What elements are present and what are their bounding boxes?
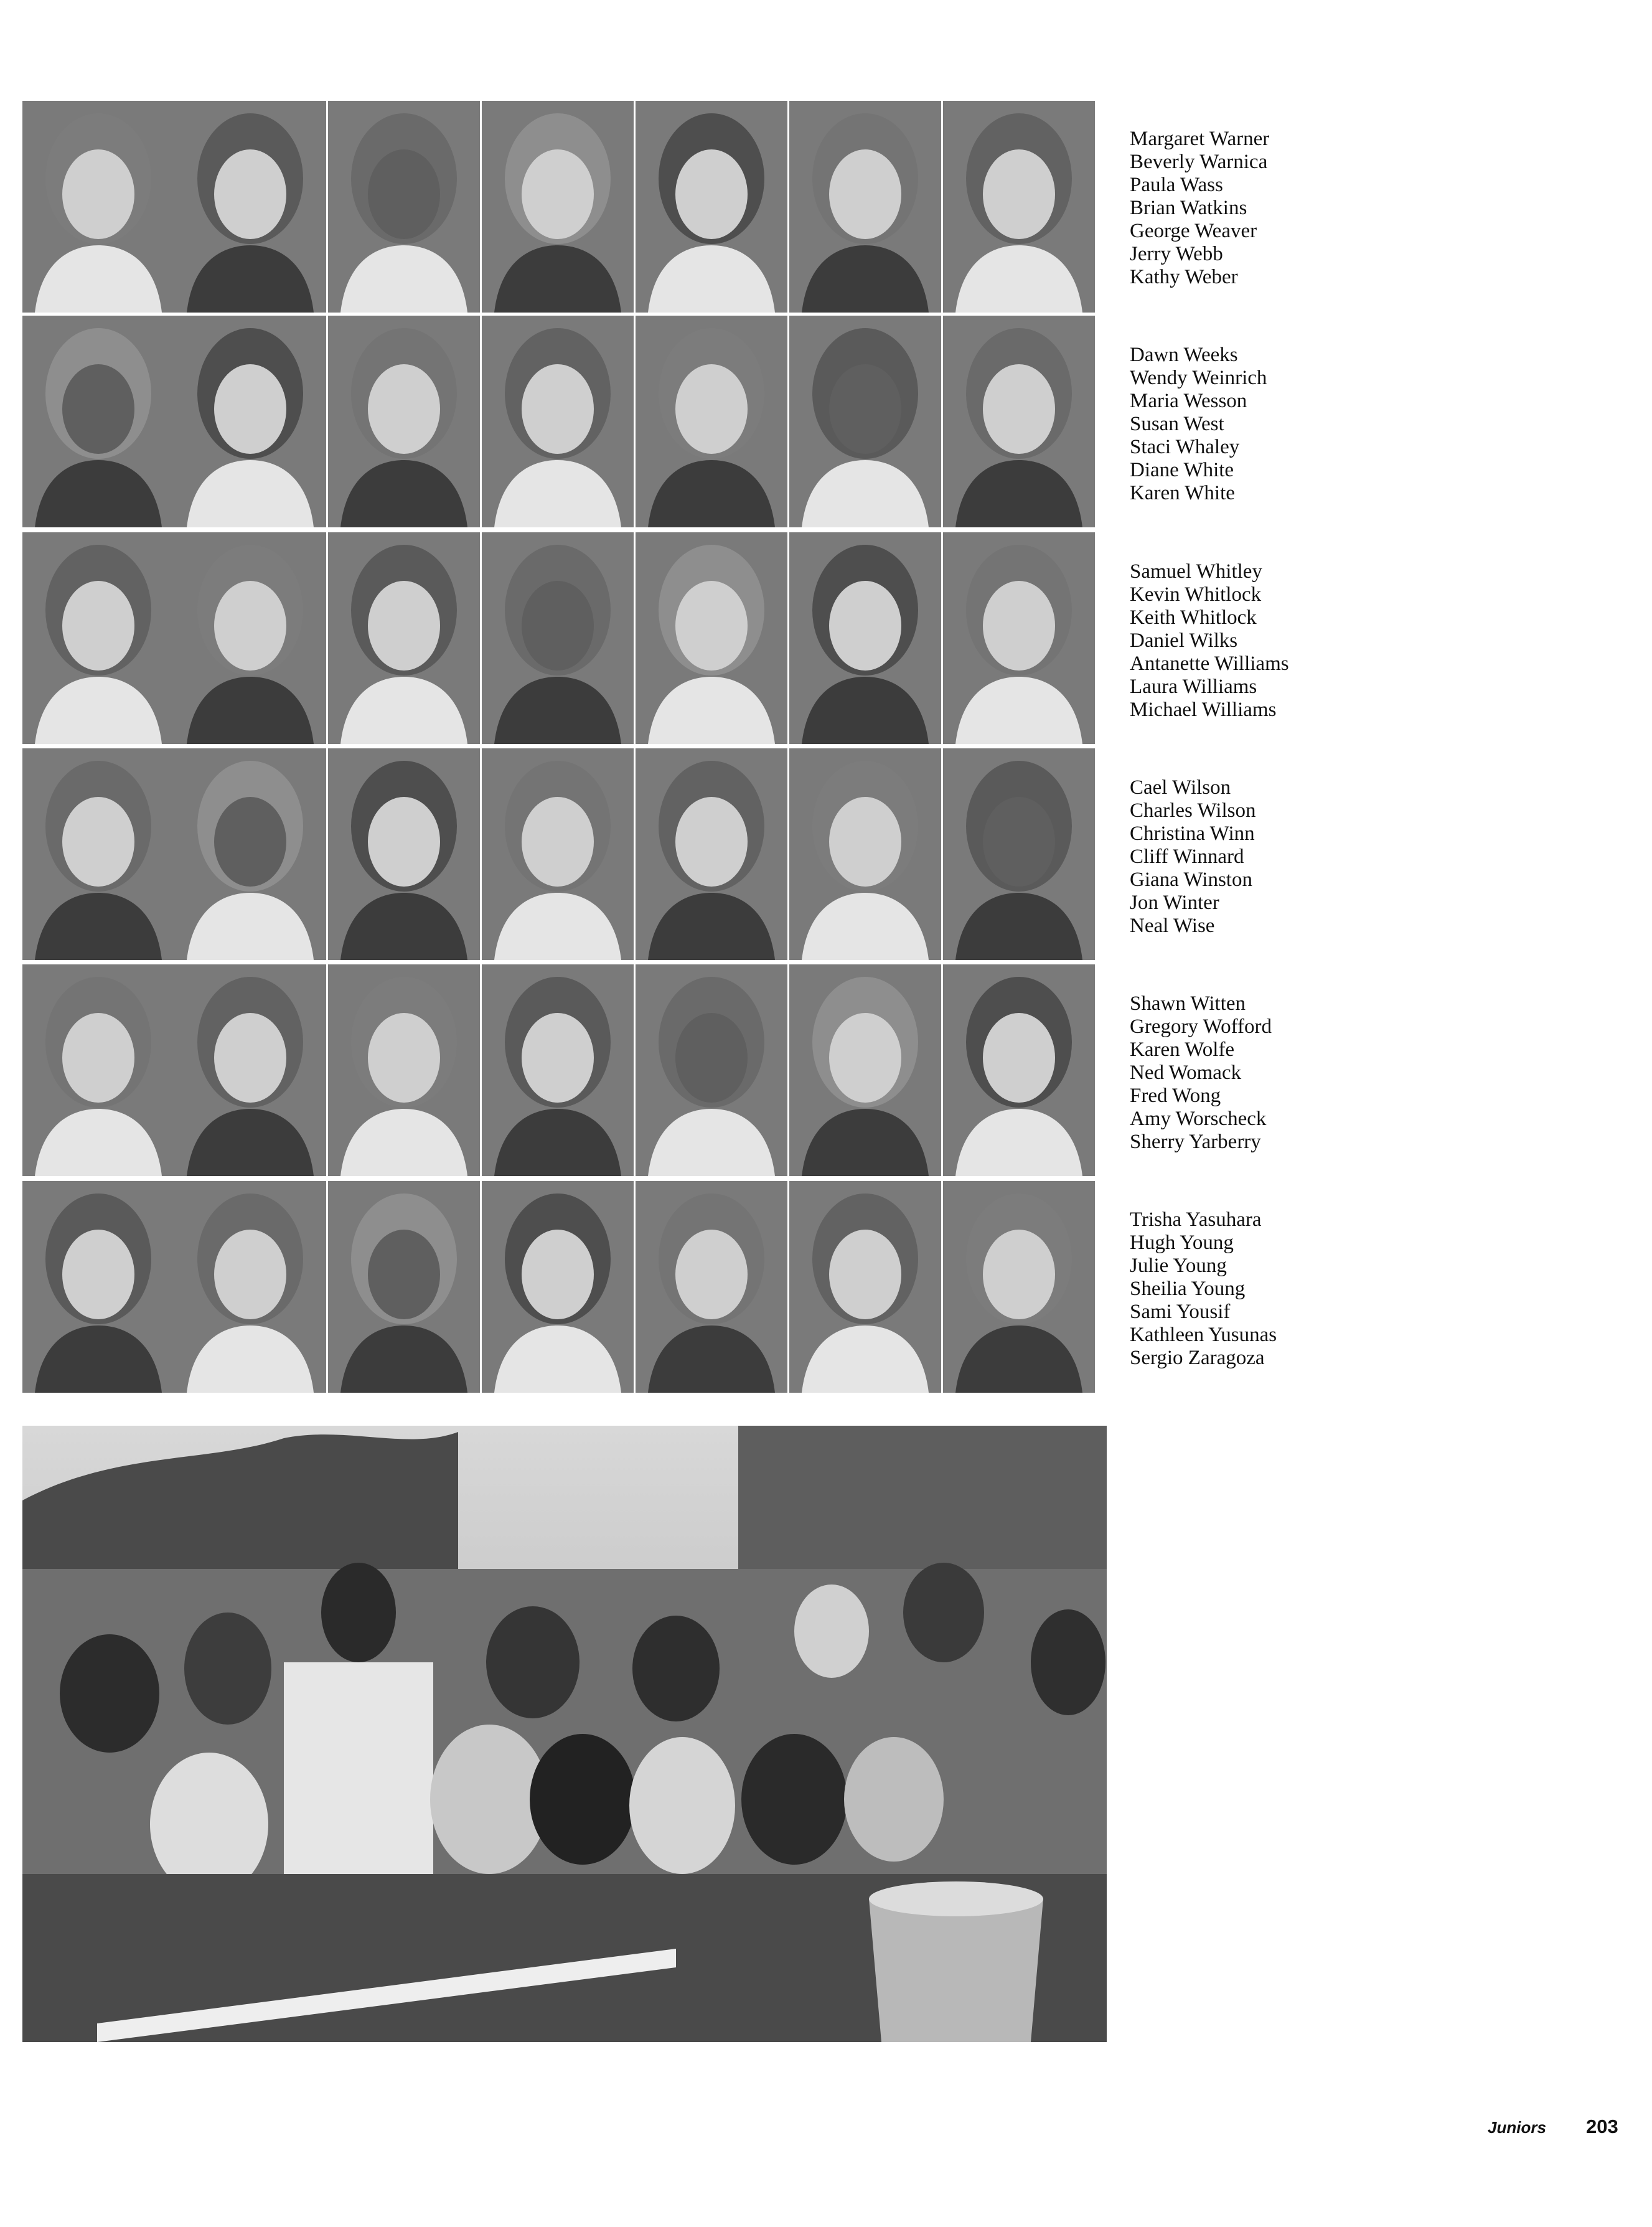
portrait-photo bbox=[328, 532, 480, 744]
portrait-photo bbox=[174, 316, 326, 527]
name-list bbox=[1130, 128, 1478, 289]
portrait-row bbox=[22, 964, 1112, 1176]
student-name: Brian Watkins bbox=[1130, 197, 1247, 219]
portrait-row bbox=[22, 1181, 1112, 1393]
student-name: Karen Wolfe bbox=[1130, 1038, 1235, 1061]
student-name: Jon Winter bbox=[1130, 892, 1219, 914]
portrait-photo bbox=[22, 101, 174, 313]
name-list bbox=[1130, 560, 1478, 722]
student-name: George Weaver bbox=[1130, 220, 1257, 242]
page-number: 203 bbox=[1586, 2116, 1618, 2137]
student-name: Paula Wass bbox=[1130, 174, 1223, 196]
portrait-photo bbox=[636, 1181, 787, 1393]
student-name: Staci Whaley bbox=[1130, 436, 1240, 458]
student-name: Keith Whitlock bbox=[1130, 606, 1257, 629]
student-name: Sergio Zaragoza bbox=[1130, 1347, 1265, 1369]
portrait-photo bbox=[943, 316, 1095, 527]
portrait-photo bbox=[789, 532, 941, 744]
student-name: Sheilia Young bbox=[1130, 1278, 1246, 1300]
portrait-photo bbox=[22, 532, 174, 744]
portrait-row bbox=[22, 316, 1112, 527]
portrait-photo bbox=[328, 1181, 480, 1393]
student-name: Kevin Whitlock bbox=[1130, 583, 1262, 606]
student-name: Dawn Weeks bbox=[1130, 344, 1238, 366]
student-name: Trisha Yasuhara bbox=[1130, 1208, 1262, 1231]
portrait-photo bbox=[943, 964, 1095, 1176]
student-name: Ned Womack bbox=[1130, 1062, 1242, 1084]
portrait-photo bbox=[22, 316, 174, 527]
portrait-photo bbox=[789, 316, 941, 527]
portrait-photo bbox=[328, 316, 480, 527]
portrait-photo bbox=[22, 964, 174, 1176]
portrait-photo bbox=[482, 101, 634, 313]
portrait-photo bbox=[789, 101, 941, 313]
portrait-photo bbox=[482, 964, 634, 1176]
student-name: Cliff Winnard bbox=[1130, 845, 1244, 868]
portrait-photo bbox=[174, 1181, 326, 1393]
student-name: Beverly Warnica bbox=[1130, 151, 1268, 173]
portrait-photo bbox=[174, 748, 326, 960]
portrait-photo bbox=[636, 532, 787, 744]
student-name: Charles Wilson bbox=[1130, 799, 1256, 822]
student-name: Diane White bbox=[1130, 459, 1234, 481]
student-name: Laura Williams bbox=[1130, 676, 1257, 698]
section-label: Juniors bbox=[1488, 2118, 1546, 2137]
portrait-photo bbox=[482, 748, 634, 960]
student-name: Karen White bbox=[1130, 482, 1235, 504]
portrait-photo bbox=[328, 101, 480, 313]
page-footer bbox=[1488, 2116, 1631, 2140]
portrait-photo bbox=[22, 1181, 174, 1393]
student-name: Margaret Warner bbox=[1130, 128, 1270, 150]
portrait-photo bbox=[174, 532, 326, 744]
student-name: Shawn Witten bbox=[1130, 992, 1246, 1015]
student-name: Gregory Wofford bbox=[1130, 1015, 1272, 1038]
portrait-row bbox=[22, 532, 1112, 744]
name-list bbox=[1130, 344, 1478, 505]
portrait-row bbox=[22, 748, 1112, 960]
portrait-photo bbox=[789, 964, 941, 1176]
student-name: Maria Wesson bbox=[1130, 390, 1247, 412]
portrait-photo bbox=[482, 316, 634, 527]
portrait-photo bbox=[482, 532, 634, 744]
student-name: Antanette Williams bbox=[1130, 652, 1289, 675]
portrait-photo bbox=[328, 748, 480, 960]
student-name: Giana Winston bbox=[1130, 869, 1252, 891]
student-name: Hugh Young bbox=[1130, 1231, 1234, 1254]
student-name: Christina Winn bbox=[1130, 822, 1255, 845]
student-name: Wendy Weinrich bbox=[1130, 367, 1267, 389]
student-name: Susan West bbox=[1130, 413, 1224, 435]
portrait-photo bbox=[636, 748, 787, 960]
portrait-photo bbox=[636, 964, 787, 1176]
portrait-photo bbox=[636, 101, 787, 313]
portrait-photo bbox=[636, 316, 787, 527]
portrait-row bbox=[22, 101, 1112, 313]
portrait-photo bbox=[943, 1181, 1095, 1393]
portrait-photo bbox=[482, 1181, 634, 1393]
student-name: Kathleen Yusunas bbox=[1130, 1324, 1277, 1346]
student-name: Neal Wise bbox=[1130, 915, 1215, 937]
student-name: Michael Williams bbox=[1130, 699, 1277, 721]
name-list bbox=[1130, 1208, 1478, 1370]
portrait-photo bbox=[328, 964, 480, 1176]
portrait-photo bbox=[22, 748, 174, 960]
student-name: Daniel Wilks bbox=[1130, 629, 1238, 652]
portrait-photo bbox=[789, 748, 941, 960]
portrait-photo bbox=[174, 101, 326, 313]
name-list bbox=[1130, 992, 1478, 1154]
student-name: Kathy Weber bbox=[1130, 266, 1238, 288]
portrait-photo bbox=[789, 1181, 941, 1393]
group-photo bbox=[22, 1426, 1107, 2042]
student-name: Julie Young bbox=[1130, 1255, 1227, 1277]
student-name: Samuel Whitley bbox=[1130, 560, 1262, 583]
student-name: Amy Worscheck bbox=[1130, 1108, 1267, 1130]
student-name: Cael Wilson bbox=[1130, 776, 1231, 799]
student-name: Sami Yousif bbox=[1130, 1301, 1231, 1323]
student-name: Sherry Yarberry bbox=[1130, 1131, 1261, 1153]
student-name: Jerry Webb bbox=[1130, 243, 1223, 265]
portrait-photo bbox=[943, 748, 1095, 960]
portrait-photo bbox=[174, 964, 326, 1176]
portrait-photo bbox=[943, 101, 1095, 313]
name-list bbox=[1130, 776, 1478, 938]
student-name: Fred Wong bbox=[1130, 1085, 1221, 1107]
portrait-photo bbox=[943, 532, 1095, 744]
